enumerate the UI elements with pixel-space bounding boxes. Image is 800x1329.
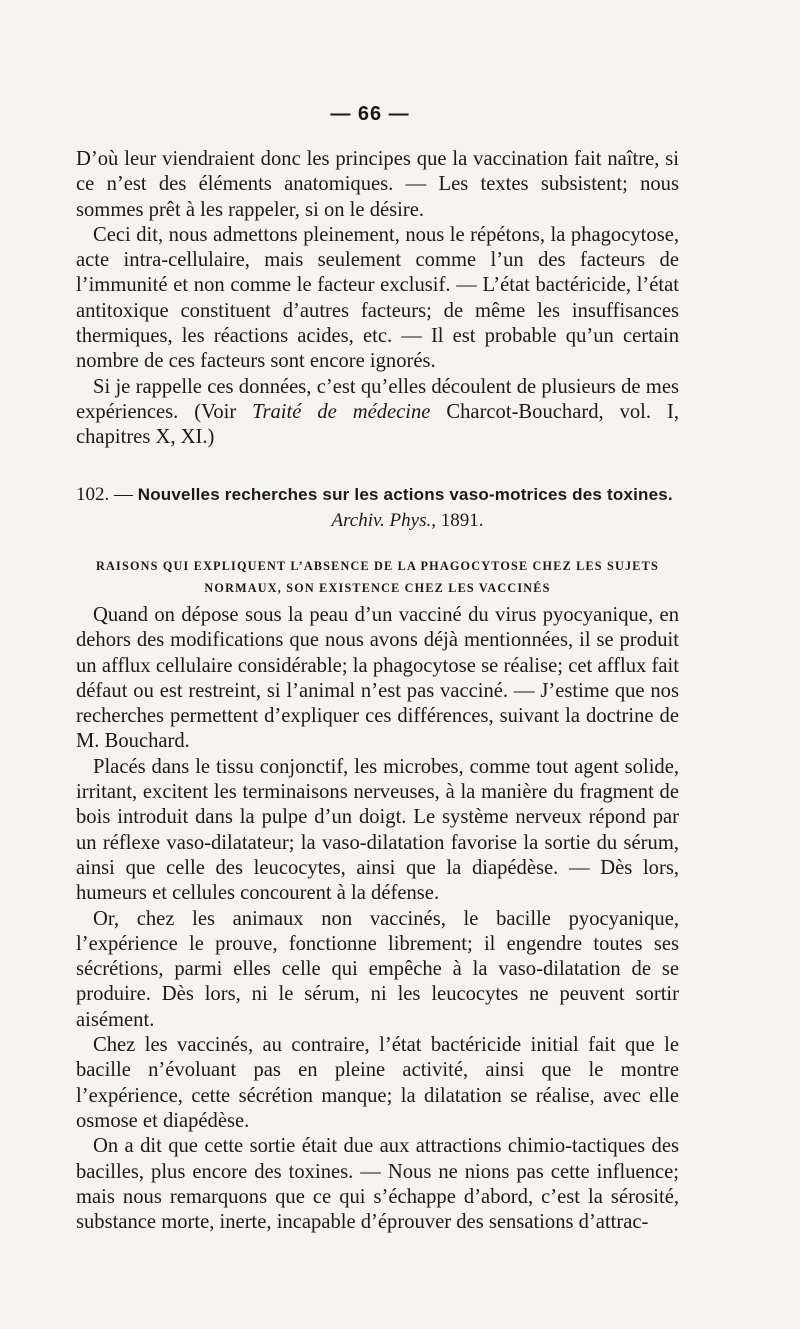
paragraph: On a dit que cette sortie était due aux attractions chimio-tactiques des bacilles, plus encore des toxines. — Nous ne nions pas cette influence; mais nous remarquons que ce qui s’échappe d’abord, c’est la sérosité, substance morte, inerte, incapable d’éprouver des sensations d’attrac- — [76, 1135, 679, 1234]
entry-journal: Archiv. Phys., — [331, 510, 436, 531]
entry-heading — [76, 482, 679, 534]
entry-year: 1891. — [440, 510, 484, 531]
reference-text-before: Si je rappelle ces données, c’est qu’elles découlent de plusieurs de mes expériences. (Voir — [76, 375, 679, 423]
paragraph: Or, chez les animaux non vaccinés, le bacille pyocyanique, l’expérience le prouve, fonctionne librement; il engendre toutes ses sécrétions, parmi elles celle qui empêche à la vaso-dilatation de se produire. Dès lors, ni le sérum, ni les leucocytes ne peuvent sortir aisément. — [76, 907, 679, 1031]
paragraph: Placés dans le tissu conjonctif, les microbes, comme tout agent solide, irritant, excitent les terminaisons nerveuses, à la manière du fragment de bois introduit dans la pulpe d’un doigt. Le système nerveux répond par un réflexe vaso-dilatateur; la vaso-dilatation favorise la sortie du sérum, ainsi que celle des leucocytes, ainsi que la diapédèse. — Dès lors, humeurs et cellules concourent à la défense. — [76, 755, 679, 905]
reference-paragraph — [76, 375, 679, 451]
reference-book-title: Traité de médecine — [252, 400, 431, 423]
body-text — [76, 603, 679, 1235]
intro-text — [76, 147, 679, 451]
subtitle-line-1: RAISONS QUI EXPLIQUENT L’ABSENCE DE LA PHAGOCYTOSE CHEZ LES SUJETS — [96, 559, 659, 573]
reference-text-after: Charcot-Bouchard, vol. I, chapitres X, XI.) — [76, 400, 679, 449]
page-number: — 66 — — [330, 103, 410, 125]
paragraph: Quand on dépose sous la peau d’un vacciné du virus pyocyanique, en dehors des modifications que nous avons déjà mentionnées, il se produit un afflux cellulaire considérable; la phagocytose se réalise; cet afflux fait défaut ou est restreint, si l’animal n’est pas vacciné. — J’estime que nos recherches permettent d’expliquer ces différences, suivant la doctrine de M. Bouchard. — [76, 604, 679, 753]
subtitle-line-2: NORMAUX, SON EXISTENCE CHEZ LES VACCINÉS — [204, 581, 551, 595]
paragraph: Chez les vaccinés, au contraire, l’état bactéricide initial fait que le bacille n’évoluant pas en pleine activité, ainsi que le montre l’expérience, cette sécrétion manque; la dilatation se réalise, avec elle osmose et diapédèse. — [76, 1034, 679, 1132]
entry-number: 102. — — [76, 484, 133, 505]
paragraph: D’où leur viendraient donc les principes que la vaccination fait naître, si ce n’est des éléments anatomiques. — Les textes subsistent; nous sommes prêt à les rappeler, si on le désire. — [76, 148, 679, 221]
entry-title: Nouvelles recherches sur les actions vaso-motrices des toxines. — [137, 485, 673, 504]
section-subtitle — [76, 555, 679, 599]
entry-source — [76, 508, 679, 534]
paragraph: Ceci dit, nous admettons pleinement, nous le répétons, la phagocytose, acte intra-cellulaire, mais seulement comme l’un des facteurs de l’immunité et non comme le facteur exclusif. — L’état bactéricide, l’état antitoxique constituent d’autres facteurs; de même les insuffisances thermiques, les réactions acides, etc. — Il est probable qu’un certain nombre de ces facteurs sont encore ignorés. — [76, 223, 679, 373]
